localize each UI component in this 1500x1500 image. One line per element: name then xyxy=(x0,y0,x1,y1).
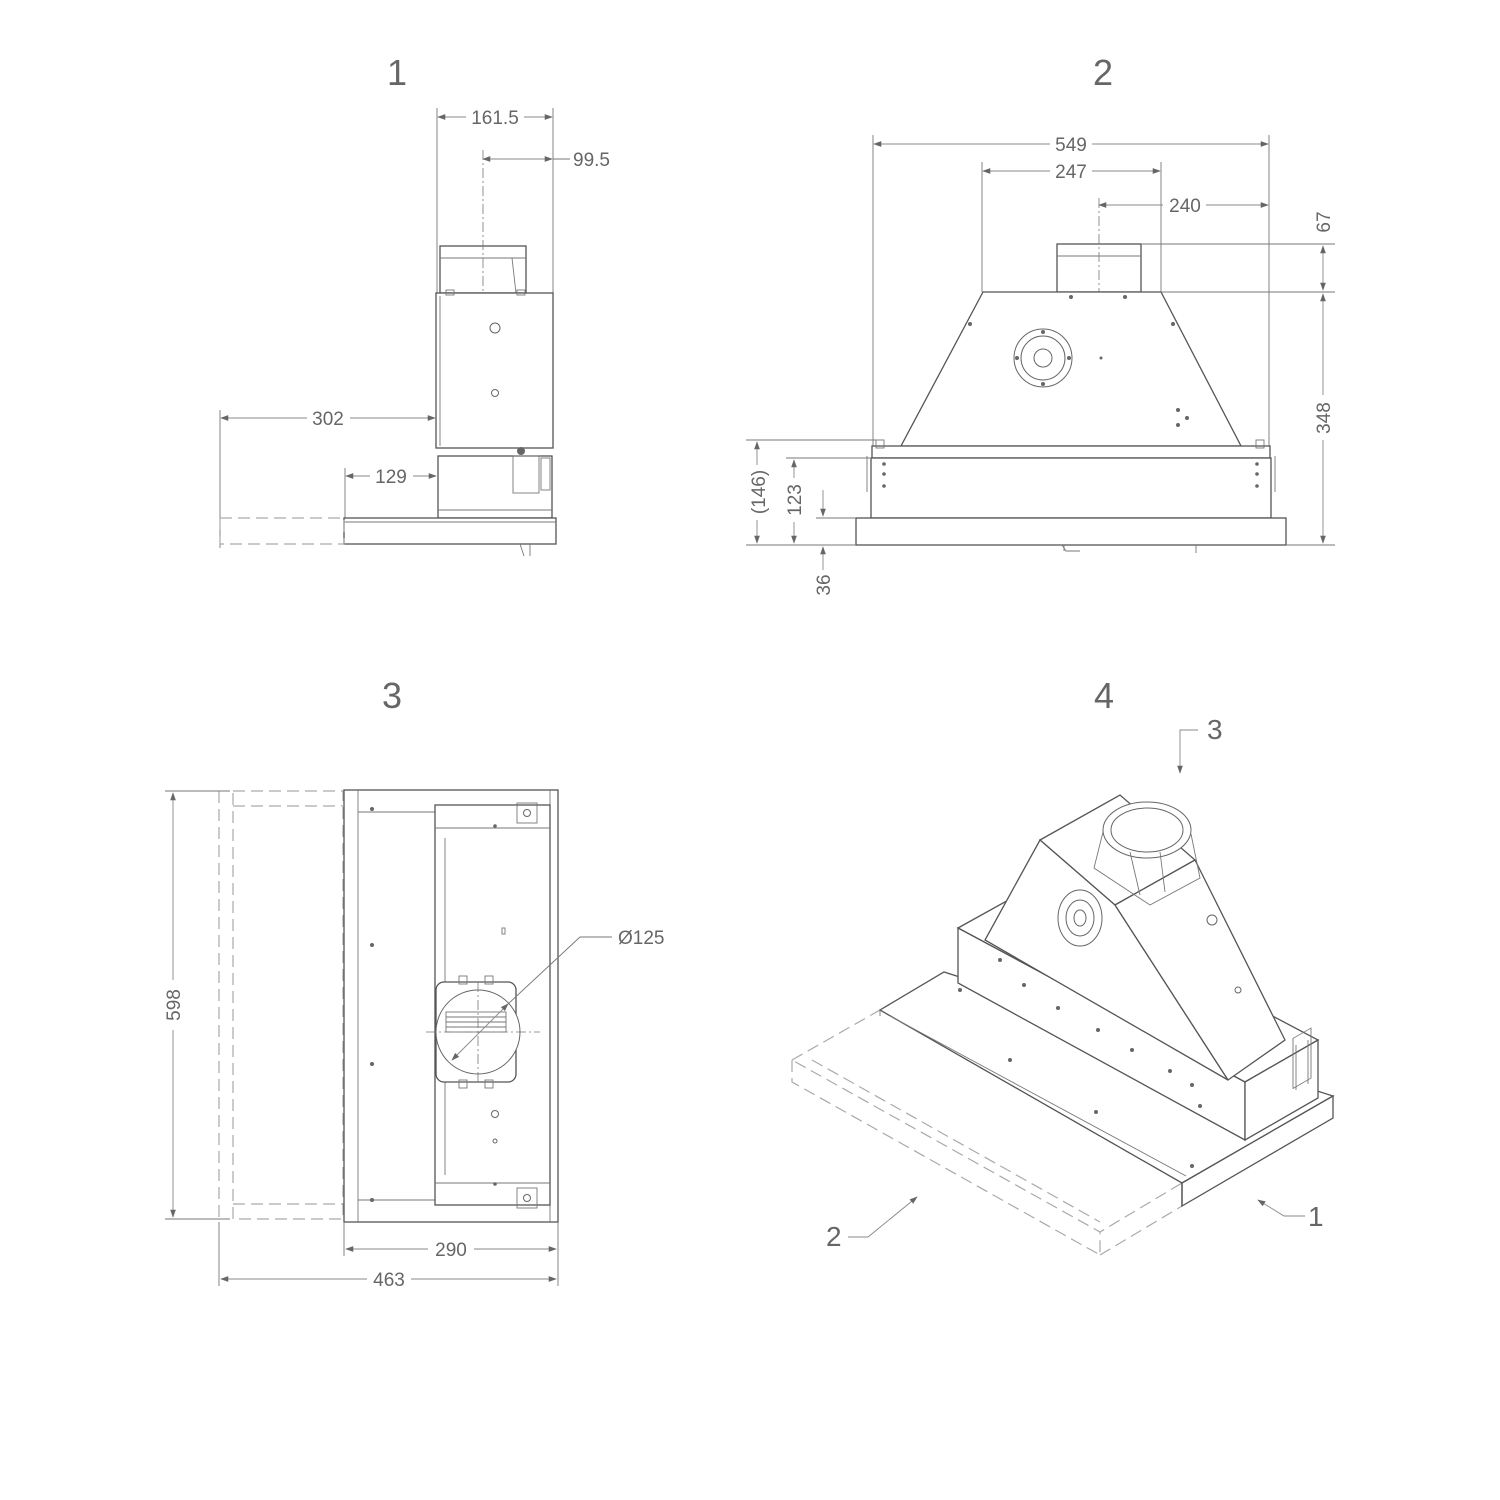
callout-2: 2 xyxy=(826,1221,842,1252)
dim-36: 36 xyxy=(814,574,835,596)
view-4-label: 4 xyxy=(1093,675,1115,716)
callout-1: 1 xyxy=(1308,1201,1324,1232)
dim-598: 598 xyxy=(164,989,185,1021)
dim-348: 348 xyxy=(1314,402,1335,434)
dim-463: 463 xyxy=(373,1270,405,1291)
dim-123: 123 xyxy=(785,484,806,516)
dim-161-5: 161.5 xyxy=(471,108,519,129)
dim-290: 290 xyxy=(435,1240,467,1261)
dim-146: (146) xyxy=(749,469,770,515)
view-2-front xyxy=(746,52,1335,596)
dim-302: 302 xyxy=(312,409,344,430)
dim-549: 549 xyxy=(1055,135,1087,156)
dim-247: 247 xyxy=(1055,162,1087,183)
dim-240: 240 xyxy=(1169,196,1201,217)
dim-67: 67 xyxy=(1314,211,1335,233)
view-1-side xyxy=(220,52,610,556)
view-4-isometric xyxy=(792,675,1333,1255)
callout-3: 3 xyxy=(1207,714,1223,745)
view-3-top xyxy=(164,675,664,1291)
dim-diameter-125: Ø125 xyxy=(618,928,665,949)
dim-99-5: 99.5 xyxy=(573,150,610,171)
view-3-label: 3 xyxy=(381,675,403,716)
view-2-label: 2 xyxy=(1092,52,1114,93)
view-1-label: 1 xyxy=(386,52,408,93)
dim-129: 129 xyxy=(375,467,407,488)
